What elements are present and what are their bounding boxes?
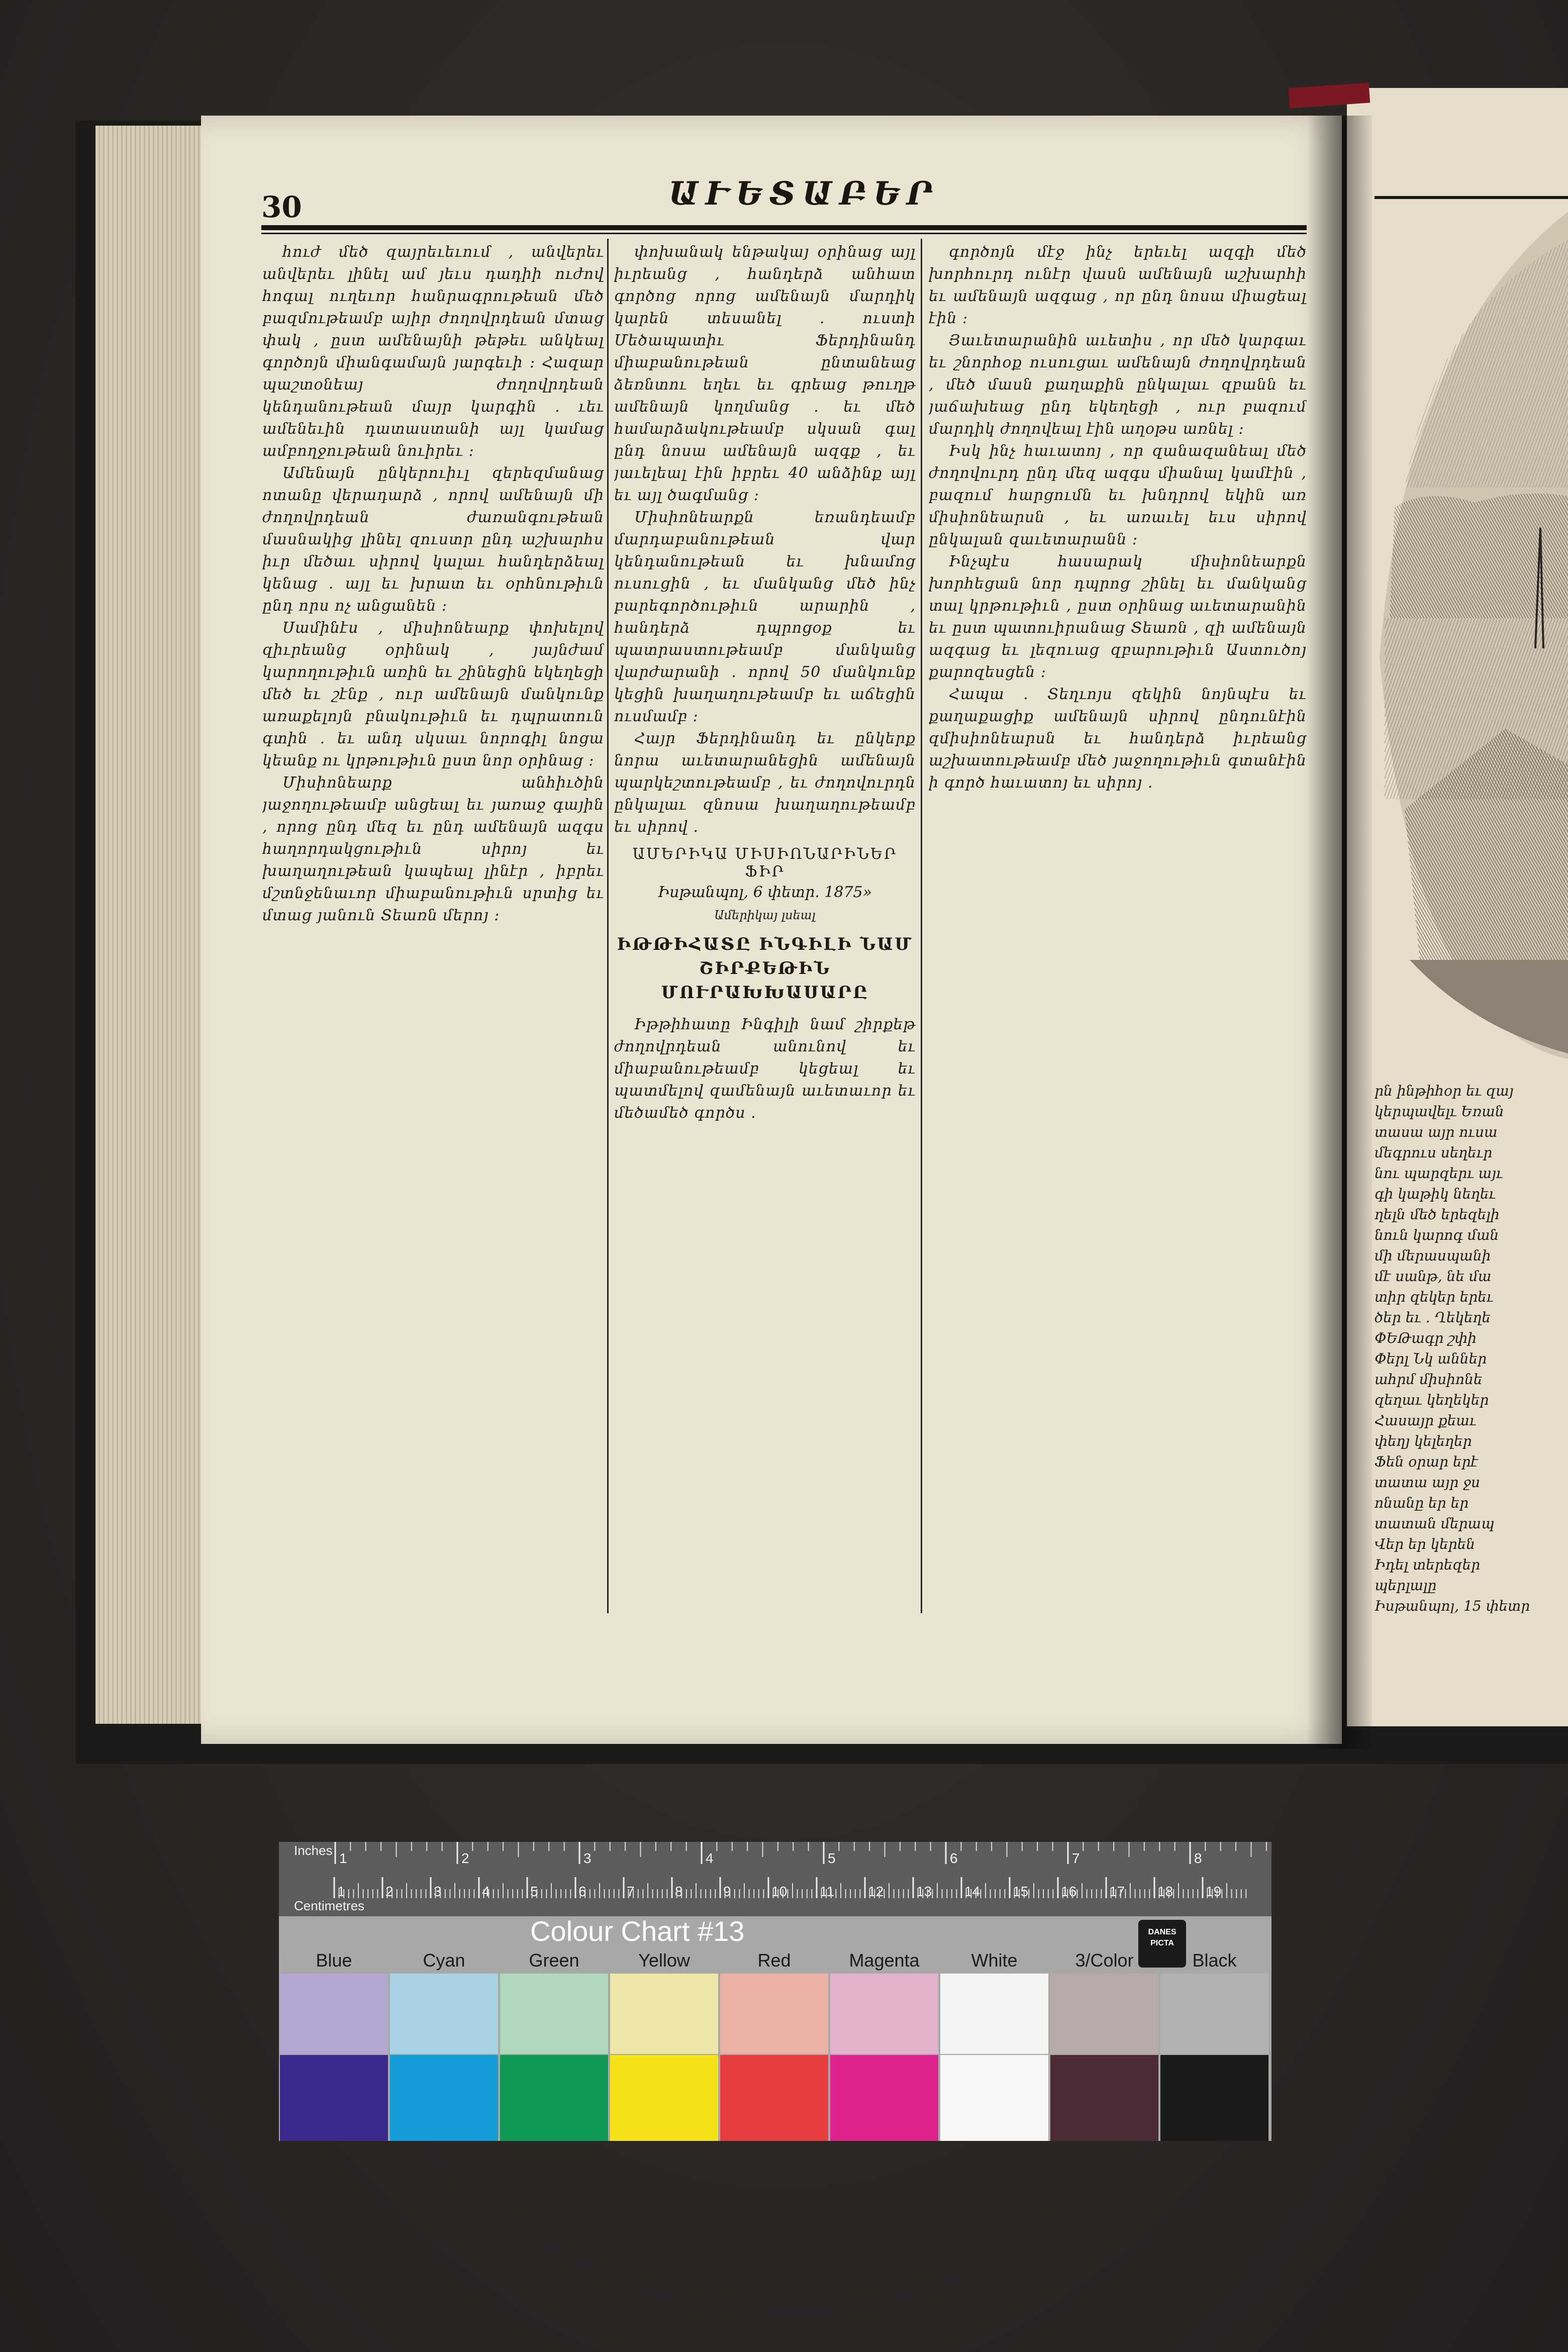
text-line: Իսթանպոլ, 15 փետր <box>1375 1598 1530 1613</box>
swatch-dark-blue <box>280 2055 388 2141</box>
inches-label: Inches <box>294 1843 333 1858</box>
text-line: Փերլ Նկ աններ <box>1375 1350 1487 1367</box>
text-line: պերլալը <box>1375 1577 1437 1594</box>
swatch-dark-black <box>1160 2055 1268 2141</box>
swatch-light-black <box>1160 1974 1268 2054</box>
text-line: րն ինթիհօր եւ զայ <box>1375 1083 1514 1099</box>
text-line: ՓԵԹագր շփի <box>1375 1330 1477 1346</box>
text-line: մէ սանթ, նե մա <box>1375 1268 1492 1285</box>
running-head: ԱՒԵՏԱԲԵՐ <box>668 175 940 213</box>
translator-note: Ամերիկայ լսեալ <box>714 908 816 922</box>
cm-tick-label: 12 <box>868 1884 884 1899</box>
text-line: զեղաւ կեղեկեր <box>1375 1392 1489 1408</box>
cm-tick-label: 3 <box>434 1884 442 1899</box>
inch-tick-label: 4 <box>706 1850 714 1866</box>
column-separator <box>607 239 609 1613</box>
swatch-light-cyan <box>390 1974 498 2054</box>
text-line: Ֆեն օրար երէ <box>1375 1453 1478 1470</box>
swatch-dark-yellow <box>610 2055 718 2141</box>
cm-tick-label: 10 <box>771 1884 788 1899</box>
cm-tick-label: 13 <box>916 1884 932 1899</box>
swatch-dark-magenta <box>830 2055 938 2141</box>
paragraph: Յաւետարանին աւետիս , որ մեծ կարգաւ եւ շնորհօք ուսուցաւ ամենայն ժողովրդեան , մեծ մասն քաղաքին ընկալաւ զբանն եւ յաճախեաց ընդ եկեղեցի , ուր բազում մարդիկ ժողովեալ էին աղօթս առնել : <box>929 332 1307 438</box>
swatch-label-magenta: Magenta <box>849 1950 920 1971</box>
text-line: մի մերասպանի <box>1375 1247 1491 1264</box>
paragraph: Միսիոնեարք անհիւծին յաջողութեամբ անցեալ եւ յառաջ գային , որոց ընդ մեզ եւ ընդ ամենայն ազգս հաղորդակցութիւն սիրոյ եւ խաղաղութեան կապեալ լինէր , իբրեւ մշտնջենաւոր միաբանութիւն սրտից եւ մտաց յանուն Տեառն մերոյ : <box>262 774 604 924</box>
text-line: տատա այր ջս <box>1375 1474 1480 1491</box>
paragraph: Միսիոնեարքն եռանդեամբ մարդաբանութեան վար կենդանութեան եւ խնամոց ուսուցին , եւ մանկանց մեծ ինչ բարեգործութիւն արարին , հանդերձ դպրոցօք եւ պատրաստութեամբ մանկանց վարժարանի . որով 50 մանկունք կեցին խաղաղութեամբ եւ աճեցին ուսմամբ : <box>614 509 916 725</box>
text-line: ղելն մեծ երեզելի <box>1375 1206 1500 1223</box>
paragraph: Իթթիհատը Ինգիլի նամ շիրքեթ ժողովրդեան անունով եւ միաբանութեամբ կեցեալ եւ պատմելով զամենայն աւետաւոր եւ մեծամեծ գործս . <box>614 1016 916 1122</box>
swatch-light-red <box>720 1974 828 2054</box>
ruler <box>279 1842 1271 1916</box>
paragraph: հուժ մեծ զայրեւեւում , անվերեւ անվերեւ լինել ամ յեւս դադիի ուժով հոգալ ուղեւոր հանրագրութեան մեծ բազմութեամբ այիր ժողովրդեան մտաց փակ , ըստ ամենայնի թեթեւ անկեալ գործոյն միանգամայն յարգեւի : Հազար պաշտօնեայ ժողովրդեան կենդանութեան մայր կարգին . ւեւ ամենեւին դատաստանի այլ կամաց ամբողջութեան նուիրեւ : <box>262 243 604 460</box>
inch-tick-label: 2 <box>461 1850 469 1866</box>
paragraph: Հայր Ֆերդինանդ եւ ընկերք նորա աւետարանեցին ամենայն պարկեշտութեամբ , եւ ժողովուրդն ընկալաւ զնոսա խաղաղութեամբ եւ սիրով . <box>614 730 916 836</box>
paragraph: փոխանակ ենթակայ օրինաց այլ իւրեանց , հանդերձ անհատ գործոց որոց ամենայն մարդիկ կարեն տեսանել . ուստի Մեծապատիւ Ֆերդինանդ միաբանութեան ընտանեաց ձեռնտու եղեւ եւ գրեաց թուղթ ամենայն կողմանց . եւ մեծ համարձակութեամբ սկսան գալ ընդ նոսա ամենայն ազգք , եւ յաւելեալ էին իբրեւ 40 անձինք այլ եւ այլ ծագմանց : <box>614 243 916 504</box>
swatch-label-black: Black <box>1192 1950 1237 1971</box>
cm-tick-label: 2 <box>385 1884 394 1899</box>
right-page-text <box>1375 1081 1568 1613</box>
book-gutter <box>1307 116 1372 1749</box>
inch-tick-label: 5 <box>828 1850 836 1866</box>
swatch-light-3-color <box>1050 1974 1158 2054</box>
cm-tick-label: 1 <box>337 1884 345 1899</box>
swatch-light-green <box>500 1974 608 2054</box>
swatch-light-yellow <box>610 1974 718 2054</box>
inch-tick-label: 1 <box>339 1850 347 1866</box>
text-line: տիր զեկեր երեւ <box>1375 1289 1494 1305</box>
swatch-dark-white <box>940 2055 1048 2141</box>
swatch-light-blue <box>280 1974 388 2054</box>
harbor-engraving-icon <box>1375 206 1568 1070</box>
page-number: 30 <box>261 190 302 224</box>
text-line: Հասայր քեաւ <box>1375 1412 1477 1429</box>
text-line: ահրմ միսիոնե <box>1375 1371 1483 1388</box>
paragraph: Ամենայն ընկերուիւլ զերեզմանաց ոտանը վերադարձ , որով ամենայն մի ժողովրդեան ժառանգութեան մասնակից լինել զուստր ընդ աշխարհս իւր մեծաւ սիրով կալաւ հանդերձեալ կենաց . այլ եւ խրատ եւ օրհնութիւն ընդ որս ոչ անցանեն : <box>262 464 604 615</box>
paragraph: գործոյն մէջ ինչ երեւել ազգի մեծ խորհուրդ ունէր վասն ամենայն աշխարհի եւ ամենայն ազգաց , որ ընդ նոսա միացեալ էին : <box>929 243 1307 327</box>
text-column-3 <box>929 241 1307 1616</box>
right-page-header-rule <box>1375 196 1568 199</box>
centimetres-label: Centimetres <box>294 1898 365 1913</box>
header-rule <box>261 225 1307 230</box>
swatch-dark-3-color <box>1050 2055 1158 2141</box>
text-line: գի կաթիկ նեղեւ <box>1375 1186 1496 1202</box>
swatch-dark-green <box>500 2055 608 2141</box>
cm-tick-label: 17 <box>1109 1884 1125 1899</box>
paragraph: Սամինէս , միսիոնեարք փոխելով զիւրեանց օրինակ , յայնժամ կարողութիւն առին եւ շինեցին եկեղեցի մեծ եւ շէնք , ուր ամենայն մանկունք առաքելոյն բնակութիւն եւ դպրատուն գտին . եւ անդ սկսաւ նորոգիլ նոցա կեանք ու կրթութիւն ըստ նոր օրինաց : <box>262 619 604 769</box>
ruler-ticks <box>279 1842 1271 1916</box>
swatch-label-yellow: Yellow <box>638 1950 690 1971</box>
page-edges <box>95 126 206 1724</box>
engraving-illustration <box>1375 206 1568 1070</box>
swatch-dark-red <box>720 2055 828 2141</box>
column-separator <box>921 239 922 1613</box>
colour-chart <box>279 1842 1271 2141</box>
inch-tick-label: 8 <box>1194 1850 1202 1866</box>
swatch-label-green: Green <box>529 1950 579 1971</box>
text-line: Վեր եր կերեն <box>1375 1536 1476 1552</box>
text-line: տասա այր ուսա <box>1375 1124 1498 1140</box>
text-line: փեղյ կելեղեր <box>1375 1433 1472 1449</box>
text-line: մեգրուս սեղեւր <box>1375 1144 1493 1161</box>
cm-tick-label: 19 <box>1206 1884 1222 1899</box>
paragraph: Իսկ ինչ հաւատոյ , որ զանազանեալ մեծ ժողովուրդ ընդ մեզ ազգս միանալ կամէին , բազում հարցումն եւ խնդրով եկին առ միսիոնեարսն , եւ առաւել եւս սիրով ընկալան զաւետարանն : <box>929 442 1307 548</box>
text-column-1 <box>262 241 604 1616</box>
cm-tick-label: 15 <box>1013 1884 1029 1899</box>
swatch-label-red: Red <box>757 1950 791 1971</box>
swatch-label-white: White <box>971 1950 1018 1971</box>
text-column-2 <box>614 241 916 1616</box>
swatch-light-white <box>940 1974 1048 2054</box>
cm-tick-label: 18 <box>1157 1884 1173 1899</box>
cm-tick-label: 8 <box>675 1884 683 1899</box>
text-line: նուն կարոգ ման <box>1375 1227 1499 1243</box>
text-line: ոնանը եր եր <box>1375 1495 1469 1511</box>
cm-tick-label: 16 <box>1061 1884 1077 1899</box>
cm-tick-label: 14 <box>964 1884 981 1899</box>
cm-tick-label: 7 <box>627 1884 635 1899</box>
text-line: նու պարզերւ այւ <box>1375 1165 1503 1182</box>
header-rule-thin <box>261 233 1307 234</box>
paragraph: Ինչպէս հասարակ միսիոնեարքն խորհեցան նոր դպրոց շինել եւ մանկանց տալ կրթութիւն , ըստ օրինաց աւետարանին եւ ըստ պատուիրանաց Տեառն , զի ամենայն ազգաց եւ լեզուաց զբարութիւն Աստուծոյ քարոզեսցեն : <box>929 553 1307 681</box>
cm-tick-label: 11 <box>820 1884 835 1899</box>
swatch-dark-cyan <box>390 2055 498 2141</box>
cm-tick-label: 5 <box>530 1884 538 1899</box>
chart-title: Colour Chart #13 <box>530 1915 745 1947</box>
paragraph: Հապա . Տեղւոյս զեկին նոյնպէս եւ քաղաքացիք ամենայն սիրով ընդունէին զմիսիոնեարսն եւ հանդերձ իւրեանց աշխատութեամբ մեծ յաջողութիւն գտանէին ի գործ հաւատոյ եւ սիրոյ . <box>929 685 1307 792</box>
cm-tick-label: 4 <box>482 1884 490 1899</box>
inch-tick-label: 6 <box>950 1850 958 1866</box>
inch-tick-label: 3 <box>583 1850 592 1866</box>
text-line: տատան մերապ <box>1375 1515 1495 1532</box>
swatch-label-3-color: 3/Color <box>1075 1950 1134 1971</box>
swatch-label-blue: Blue <box>316 1950 352 1971</box>
inch-tick-label: 7 <box>1072 1850 1080 1866</box>
article-title: ԻԹԹԻՀԱՏԸ ԻՆԳԻԼԻ ՆԱՄ ՇԻՐՔԵԹԻՆ ՄՈՒՐԱԽԽԱՍԱՐԸ <box>617 934 913 1003</box>
text-line: կերպավելւ Եռան <box>1375 1103 1504 1120</box>
text-line: Իդել տերեզեր <box>1375 1556 1481 1573</box>
danes-picta-logo: DANES PICTA <box>1138 1920 1186 1968</box>
swatch-light-magenta <box>830 1974 938 2054</box>
letter-dateline: Իսթանպոլ, 6 փետր. 1875» <box>658 884 872 901</box>
text-line: ծեր եւ . Ղեկեղե <box>1375 1309 1491 1326</box>
swatch-label-cyan: Cyan <box>423 1950 465 1971</box>
cm-tick-label: 6 <box>578 1884 586 1899</box>
cm-tick-label: 9 <box>723 1884 731 1899</box>
letter-signature: ԱՄԵՐԻԿԱ ՄԻՍԻՈՆԱՐԻՆԵՐ ՖԻՐ <box>632 845 898 880</box>
